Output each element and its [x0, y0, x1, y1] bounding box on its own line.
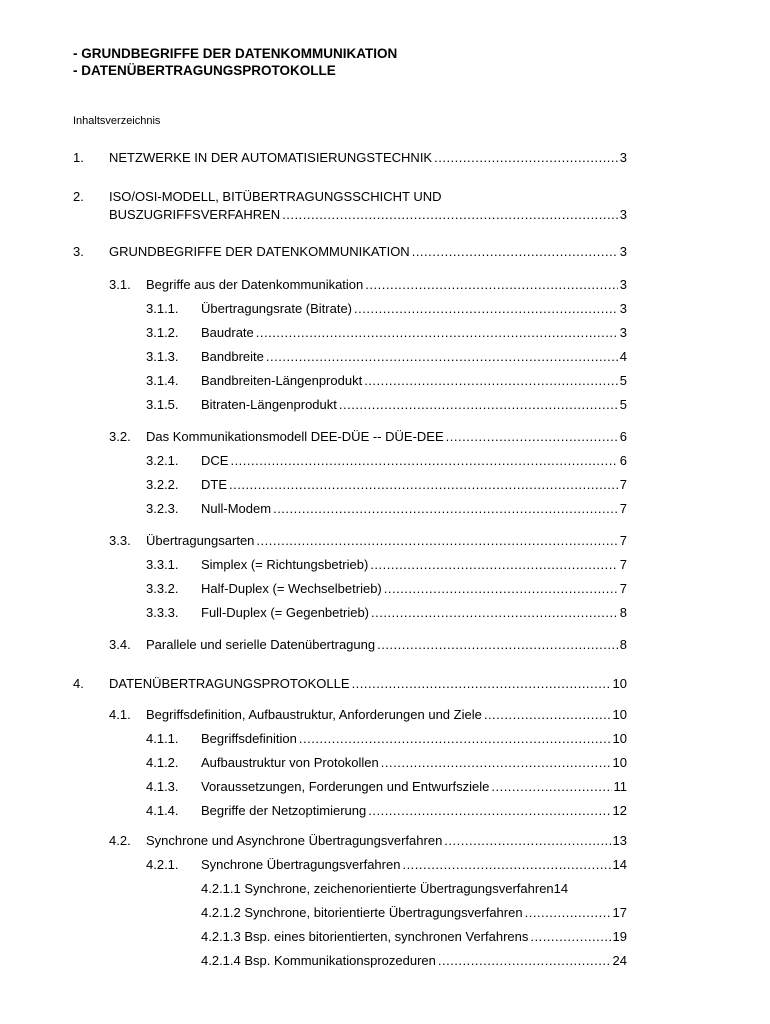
toc-entry-title: DCE: [201, 453, 229, 468]
toc-entry-title: Voraussetzungen, Forderungen und Entwurfsziele: [201, 779, 490, 794]
toc-entry-page-number: 3: [619, 244, 627, 259]
toc-leader-dots: [273, 500, 618, 518]
toc-entry-title: DATENÜBERTRAGUNGSPROTOKOLLE: [109, 676, 350, 691]
toc-leader-dots: [381, 754, 611, 772]
toc-entry-page-number: 6: [619, 453, 627, 468]
toc-leader-dots: [530, 928, 610, 946]
toc-entry-number: 4.: [73, 676, 84, 691]
toc-entry[interactable]: [201, 348, 627, 366]
toc-entry-page-number: 6: [619, 429, 627, 444]
toc-entry[interactable]: [201, 928, 627, 946]
toc-entry-title: Übertragungsarten: [146, 533, 255, 548]
toc-entry-page-number: 3: [619, 325, 627, 340]
toc-entry-page-number: 5: [619, 397, 627, 412]
toc-entry-number: 3.2.1.: [146, 453, 179, 468]
toc-leader-dots: [365, 276, 617, 294]
document-title: [73, 45, 397, 79]
toc-leader-dots: [282, 206, 618, 224]
toc-entry-number: 4.2.1.: [146, 857, 179, 872]
toc-heading: Inhaltsverzeichnis: [73, 115, 161, 127]
toc-entry-title: Null-Modem: [201, 501, 272, 516]
toc-entry-title: Begriffsdefinition, Aufbaustruktur, Anforderungen und Ziele: [146, 707, 482, 722]
toc-entry-title: BUSZUGRIFFSVERFAHREN: [109, 207, 281, 222]
toc-leader-dots: [256, 324, 618, 342]
toc-leader-dots: [229, 476, 618, 494]
toc-entry[interactable]: [109, 206, 627, 224]
toc-entry-number: 3.2.3.: [146, 501, 179, 516]
toc-entry-page-number: 8: [619, 637, 627, 652]
toc-leader-dots: [384, 580, 618, 598]
toc-leader-dots: [299, 730, 611, 748]
toc-leader-dots: [371, 604, 618, 622]
toc-leader-dots: [484, 706, 611, 724]
toc-entry-page-number: 3: [619, 207, 627, 222]
toc-entry-title: Bitraten-Längenprodukt: [201, 397, 337, 412]
toc-entry[interactable]: [201, 604, 627, 622]
toc-entry-page-number: 5: [619, 373, 627, 388]
toc-entry[interactable]: [109, 243, 627, 261]
toc-entry-title: 4.2.1.3 Bsp. eines bitorientierten, synchronen Verfahrens: [201, 929, 529, 944]
title-line-1: - GRUNDBEGRIFFE DER DATENKOMMUNIKATION: [73, 46, 398, 61]
toc-entry-title: Begriffsdefinition: [201, 731, 297, 746]
toc-entry-number: 3.3.: [109, 533, 131, 548]
toc-entry-title: Full-Duplex (= Gegenbetrieb): [201, 605, 369, 620]
toc-leader-dots: [525, 904, 611, 922]
toc-entry[interactable]: [146, 706, 627, 724]
toc-entry-page-number: 7: [619, 581, 627, 596]
toc-entry[interactable]: [201, 396, 627, 414]
toc-entry-number: 3.2.2.: [146, 477, 179, 492]
toc-entry-page-number: 10: [612, 755, 627, 770]
toc-entry-page-number: 11: [613, 779, 627, 794]
toc-entry-title: Bandbreiten-Längenprodukt: [201, 373, 363, 388]
toc-entry[interactable]: [201, 856, 627, 874]
toc-leader-dots: [352, 675, 611, 693]
toc-entry[interactable]: [146, 276, 627, 294]
toc-entry-title: Übertragungsrate (Bitrate): [201, 301, 353, 316]
toc-entry-page-number: 14: [553, 881, 569, 896]
toc-entry-page-number: 10: [612, 731, 627, 746]
toc-entry-title: Synchrone Übertragungsverfahren: [201, 857, 401, 872]
toc-entry-number: 3.: [73, 244, 84, 259]
toc-entry-number: 3.1.3.: [146, 349, 179, 364]
toc-entry[interactable]: [201, 500, 627, 518]
toc-leader-dots: [491, 778, 611, 796]
toc-entry[interactable]: [109, 675, 627, 693]
toc-entry[interactable]: [201, 452, 627, 470]
toc-leader-dots: [446, 428, 618, 446]
toc-entry[interactable]: [201, 754, 627, 772]
toc-entry-title: 4.2.1.1 Synchrone, zeichenorientierte Übertragungsverfahren: [201, 881, 554, 896]
toc-entry[interactable]: [201, 730, 627, 748]
toc-entry-number: 3.3.1.: [146, 557, 179, 572]
toc-entry-title: GRUNDBEGRIFFE DER DATENKOMMUNIKATION: [109, 244, 410, 259]
toc-entry[interactable]: [146, 428, 627, 446]
toc-entry[interactable]: [201, 580, 627, 598]
toc-entry-page-number: 7: [619, 557, 627, 572]
toc-entry-page-number: 10: [612, 707, 627, 722]
toc-entry-title: Aufbaustruktur von Protokollen: [201, 755, 379, 770]
toc-leader-dots: [438, 952, 611, 970]
toc-entry-title: Baudrate: [201, 325, 254, 340]
toc-entry-title: 4.2.1.2 Synchrone, bitorientierte Übertragungsverfahren: [201, 905, 523, 920]
toc-leader-dots: [368, 802, 610, 820]
toc-leader-dots: [434, 149, 618, 167]
toc-entry[interactable]: [201, 300, 627, 318]
toc-entry-number: 4.1.4.: [146, 803, 179, 818]
toc-entry-title: DTE: [201, 477, 227, 492]
toc-entry-number: 4.2.: [109, 833, 131, 848]
toc-entry-page-number: 12: [612, 803, 627, 818]
toc-entry-number: 3.4.: [109, 637, 131, 652]
toc-leader-dots: [370, 556, 617, 574]
toc-entry-number: 4.1.2.: [146, 755, 179, 770]
toc-entry-number: 3.1.5.: [146, 397, 179, 412]
toc-entry-page-number: 7: [619, 477, 627, 492]
toc-entry[interactable]: [201, 556, 627, 574]
toc-entry-title: Synchrone und Asynchrone Übertragungsverfahren: [146, 833, 443, 848]
toc-entry-page-number: 10: [612, 676, 627, 691]
toc-entry[interactable]: [146, 532, 627, 550]
toc-entry-page-number: 19: [612, 929, 627, 944]
toc-entry-title: 4.2.1.4 Bsp. Kommunikationsprozeduren: [201, 953, 436, 968]
toc-entry-page-number: 4: [619, 349, 627, 364]
toc-entry-page-number: 8: [619, 605, 627, 620]
toc-entry[interactable]: [201, 778, 627, 796]
toc-entry-number: 3.1.2.: [146, 325, 179, 340]
toc-entry-title: Begriffe der Netzoptimierung: [201, 803, 367, 818]
toc-entry[interactable]: [201, 476, 627, 494]
toc-entry[interactable]: [201, 372, 627, 390]
toc-entry[interactable]: [146, 636, 627, 654]
toc-leader-dots: [266, 348, 618, 366]
toc-entry-number: 3.3.2.: [146, 581, 179, 596]
toc-leader-dots: [256, 532, 617, 550]
toc-entry-title: Bandbreite: [201, 349, 264, 364]
toc-entry[interactable]: [146, 832, 627, 850]
toc-entry-number: 4.1.: [109, 707, 131, 722]
toc-entry-number: 4.1.3.: [146, 779, 179, 794]
toc-leader-dots: [339, 396, 618, 414]
toc-entry-page-number: 7: [619, 533, 627, 548]
toc-entry-number: 3.2.: [109, 429, 131, 444]
toc-entry-number: 3.1.: [109, 277, 131, 292]
toc-entry[interactable]: [109, 149, 627, 167]
toc-entry-page-number: 7: [619, 501, 627, 516]
toc-entry-title: Parallele und serielle Datenübertragung: [146, 637, 376, 652]
toc-entry-number: 3.1.1.: [146, 301, 179, 316]
toc-entry-title: NETZWERKE IN DER AUTOMATISIERUNGSTECHNIK: [109, 150, 433, 165]
title-line-2: - DATENÜBERTRAGUNGSPROTOKOLLE: [73, 63, 336, 78]
toc-entry-page-number: 24: [612, 953, 627, 968]
toc-entry-title: Simplex (= Richtungsbetrieb): [201, 557, 369, 572]
toc-entry-number: 1.: [73, 150, 84, 165]
toc-leader-dots: [230, 452, 617, 470]
toc-entry-number: 3.3.3.: [146, 605, 179, 620]
toc-entry-text-line1: ISO/OSI-MODELL, BITÜBERTRAGUNGSSCHICHT UND: [109, 189, 442, 204]
toc-entry-page-number: 3: [619, 277, 627, 292]
toc-entry-page-number: 3: [619, 301, 627, 316]
toc-leader-dots: [412, 243, 618, 261]
toc-entry[interactable]: [201, 952, 627, 970]
toc-entry-page-number: 14: [612, 857, 627, 872]
toc-leader-dots: [364, 372, 618, 390]
toc-entry-number: 2.: [73, 189, 84, 204]
toc-entry-title: Half-Duplex (= Wechselbetrieb): [201, 581, 382, 596]
toc-entry[interactable]: [201, 802, 627, 820]
toc-leader-dots: [402, 856, 610, 874]
toc-entry-number: 3.1.4.: [146, 373, 179, 388]
toc-entry-page-number: 17: [612, 905, 627, 920]
toc-entry-title: Begriffe aus der Datenkommunikation: [146, 277, 364, 292]
toc-leader-dots: [354, 300, 618, 318]
toc-entry[interactable]: [201, 904, 627, 922]
toc-entry[interactable]: [201, 324, 627, 342]
toc-leader-dots: [377, 636, 618, 654]
toc-leader-dots: [444, 832, 610, 850]
toc-entry-page-number: 13: [612, 833, 627, 848]
toc-entry-title: Das Kommunikationsmodell DEE-DÜE -- DÜE-DEE: [146, 429, 444, 444]
toc-entry-page-number: 3: [619, 150, 627, 165]
toc-entry-number: 4.1.1.: [146, 731, 179, 746]
